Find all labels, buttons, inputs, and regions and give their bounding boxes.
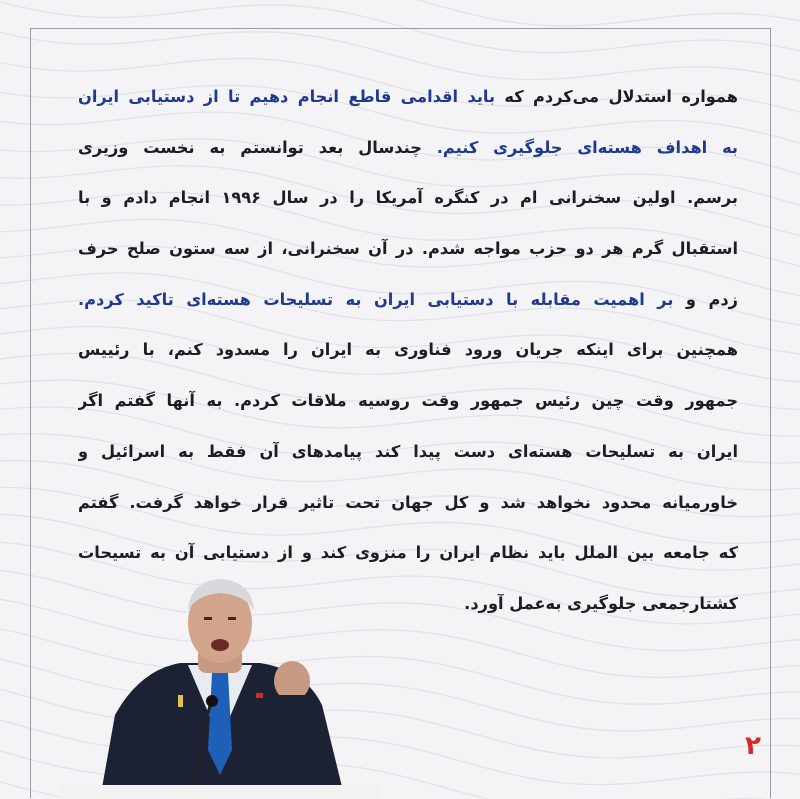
text-segment: استقبال گرم هر دو حزب مواجه شدم. در آن سخنرانی، از سه ستون صلح حرف: [78, 239, 738, 259]
text-segment: زدم و: [673, 289, 738, 309]
text-segment: همچنین برای اینکه جریان ورود فناوری به ایران را مسدود کنم، با رئییس: [78, 340, 738, 360]
text-line: [78, 325, 738, 376]
text-line: [78, 528, 738, 579]
text-segment: چندسال بعد توانستم به نخست وزیری: [78, 137, 437, 157]
text-segment: برسم. اولین سخنرانی ام در کنگره آمریکا را در سال ۱۹۹۶ انجام دادم و با: [78, 188, 738, 208]
text-segment: که جامعه بین الملل باید نظام ایران را منزوی کند و از دستیابی آن به تسیحات: [78, 543, 738, 563]
text-segment: خاورمیانه محدود نخواهد شد و کل جهان تحت تاثیر قرار خواهد گرفت. گفتم: [78, 492, 738, 512]
text-segment: کشتارجمعی جلوگیری به‌عمل آورد.: [464, 593, 738, 613]
body-paragraph: [78, 72, 738, 630]
text-segment: ایران به تسلیحات هسته‌ای دست پیدا کند پیامدهای آن فقط به اسرائیل و: [78, 441, 738, 461]
text-line: [78, 376, 738, 427]
text-line: [78, 173, 738, 224]
highlighted-phrase: به اهداف هسته‌ای جلوگیری کنیم.: [436, 137, 738, 157]
text-segment: جمهور وقت چین رئیس جمهور وقت روسیه ملاقات کردم. به آنها گفتم اگر: [78, 391, 738, 411]
text-line: [78, 275, 738, 326]
text-line: [78, 427, 738, 478]
podium-shape: [60, 785, 380, 799]
highlighted-phrase: باید اقدامی قاطع انجام دهیم تا از دستیابی ایران: [78, 87, 496, 106]
highlighted-phrase: بر اهمیت مقابله با دستیابی ایران به تسلیحات هسته‌ای تاکید کردم.: [78, 289, 674, 309]
speaker-photo: [60, 575, 380, 799]
text-line: [78, 478, 738, 529]
wave-line: [0, 0, 800, 26]
text-line: [78, 224, 738, 275]
text-line: [78, 72, 738, 123]
text-line: [78, 123, 738, 174]
page-number: ۲: [745, 731, 761, 761]
text-segment: همواره استدلال می‌کردم که: [495, 87, 738, 106]
